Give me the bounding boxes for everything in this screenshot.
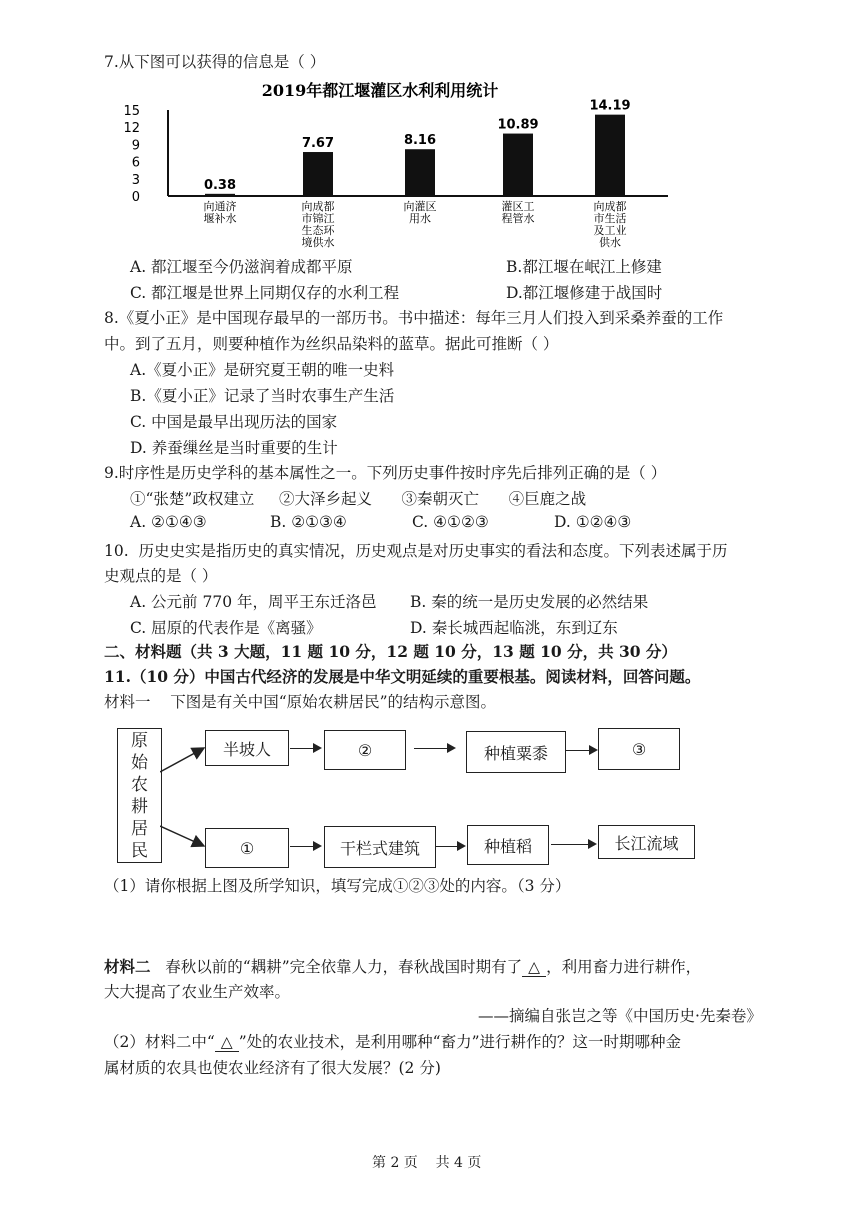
bar-chart [110,78,670,248]
x-tick-label: 生态环 [301,224,335,237]
bar-value-label: 14.19 [589,98,631,114]
q7-stem: 7.从下图可以获得的信息是（ ） [104,53,326,71]
x-tick-label: 向成都 [593,200,627,213]
flow-root-char: 原 [131,730,148,751]
flow-branch-lines [160,740,208,852]
bar-value-label: 10.89 [497,117,539,133]
q8-stem-line2: 中。到了五月，则要种植作为丝织品染料的蓝草。据此可推断（ ） [104,335,559,353]
q7-option-b[interactable]: B.都江堰在岷江上修建 [506,258,662,276]
x-tick-label: 向成都 [301,200,335,213]
q10-stem-line2: 史观点的是（ ） [104,567,218,585]
bar [205,194,235,196]
x-tick-label: 及工业 [593,224,627,237]
x-tick-label: 用水 [409,212,431,225]
flow-root-char: 农 [131,774,148,795]
q9-option-b[interactable]: B. ②①③④ [270,513,347,531]
flow-arrow [290,748,320,749]
y-tick-label: 9 [131,138,140,154]
q7-option-a[interactable]: A. 都江堰至今仍滋润着成都平原 [130,258,353,276]
q10-option-d[interactable]: D. 秦长城西起临洮，东到辽东 [410,619,618,637]
q9-stem: 9.时序性是历史学科的基本属性之一。下列历史事件按时序先后排列正确的是（ ） [104,464,667,482]
material2-line1 [104,955,701,977]
flow-box-blank-1[interactable]: ① [205,828,289,868]
chart-title: 2019年都江堰灌区水利利用统计 [261,81,499,100]
x-tick-label: 供水 [599,236,621,248]
y-tick-label: 3 [131,172,140,188]
flow-arrow [414,748,454,749]
section2-heading: 二、材料题（共 3 大题，11 题 10 分，12 题 10 分，13 题 10 分，共 30 分） [104,642,677,661]
x-tick-label: 市生活 [593,212,627,225]
flow-box-rice: 种植稻 [467,825,549,865]
material2-text-after: ，利用畜力进行耕作， [546,958,702,976]
q9-option-d[interactable]: D. ①②④③ [554,513,632,531]
q11-2-post: ”处的农业技术，是利用哪种“畜力”进行耕作的？这一时期哪种金 [238,1033,681,1051]
y-axis [123,104,140,205]
q7-option-c[interactable]: C. 都江堰是世界上同期仅存的水利工程 [130,284,400,302]
bar [503,134,533,196]
flow-root-box [117,728,162,863]
flow-arrow [436,846,464,847]
x-tick-label: 向通济 [203,200,237,213]
q10-stem-line1: 10. 历史史实是指历史的真实情况，历史观点是对历史事实的看法和态度。下列表述属于历 [104,542,728,560]
material2-source: ——摘编自张岂之等《中国历史·先秦卷》 [478,1007,762,1025]
material2-line2: 大大提高了农业生产效率。 [104,983,291,1001]
flow-box-stilt-house: 干栏式建筑 [324,826,436,868]
flow-box-millet: 种植粟黍 [466,731,566,773]
y-tick-label: 12 [123,121,140,137]
q11-2-line2: 属材质的农具也使农业经济有了很大发展？(2 分) [104,1059,441,1077]
y-tick-label: 0 [131,190,140,205]
flow-box-banpo: 半坡人 [205,730,289,766]
y-tick-label: 6 [131,155,140,171]
bar-value-label: 0.38 [203,177,237,193]
q8-option-c[interactable]: C. 中国是最早出现历法的国家 [130,413,338,431]
x-tick-label: 堰补水 [203,212,237,225]
q8-option-a[interactable]: A.《夏小正》是研究夏王朝的唯一史料 [130,361,395,379]
flow-arrow [290,846,320,847]
flow-root-char: 耕 [131,796,148,817]
q11-2-blank: △ [215,1033,239,1052]
q8-option-b[interactable]: B.《夏小正》记录了当时农事生产生活 [130,387,395,405]
q11-2-pre: （2）材料二中“ [104,1033,215,1051]
material2-blank: △ [522,958,546,977]
flow-arrow [566,750,596,751]
q8-option-d[interactable]: D. 养蚕缫丝是当时重要的生计 [130,439,338,457]
q11-1-prompt: （1）请你根据上图及所学知识，填写完成①②③处的内容。（3 分） [104,877,571,895]
flow-box-yangtze: 长江流域 [598,825,695,859]
q11-intro: 11.（10 分）中国古代经济的发展是中华文明延续的重要根基。阅读材料，回答问题。 [104,667,701,686]
flow-arrow [551,844,595,845]
x-tick-label: 灌区工 [501,200,535,213]
page-footer: 第 2 页 共 4 页 [372,1155,482,1171]
material2-label: 材料二 [104,957,151,976]
q11-2-line1 [104,1030,681,1052]
bar [595,115,625,196]
x-tick-label: 境供水 [301,236,335,248]
bar [303,152,333,196]
x-tick-label: 向灌区 [403,200,437,213]
q9-events: ①“张楚”政权建立 ②大泽乡起义 ③秦朝灭亡 ④巨鹿之战 [130,490,587,508]
q8-stem-line1: 8.《夏小正》是中国现存最早的一部历书。书中描述：每年三月人们投入到采桑养蚕的工作 [104,309,724,327]
flow-root-char: 始 [131,752,148,773]
flow-box-blank-3[interactable]: ③ [598,728,680,770]
x-tick-label: 程管水 [501,212,535,225]
flow-root-char: 居 [131,818,148,839]
q7-option-d[interactable]: D.都江堰修建于战国时 [506,284,663,302]
bar-value-label: 8.16 [403,133,437,149]
q10-option-b[interactable]: B. 秦的统一是历史发展的必然结果 [410,593,649,611]
material2-text: 春秋以前的“耦耕”完全依靠人力，春秋战国时期有了 [165,958,523,976]
q10-option-c[interactable]: C. 屈原的代表作是《离骚》 [130,619,322,637]
bar-value-label: 7.67 [301,136,335,152]
q10-option-a[interactable]: A. 公元前 770 年，周平王东迁洛邑 [130,593,377,611]
q9-option-a[interactable]: A. ②①④③ [130,513,207,531]
bar [405,149,435,196]
x-tick-label: 市锦江 [301,212,335,225]
material1-caption: 材料一 下图是有关中国“原始农耕居民”的结构示意图。 [104,693,497,711]
flow-root-char: 民 [131,840,148,861]
y-tick-label: 15 [123,104,140,119]
q9-option-c[interactable]: C. ④①②③ [412,513,489,531]
flow-box-blank-2[interactable]: ② [324,730,406,770]
